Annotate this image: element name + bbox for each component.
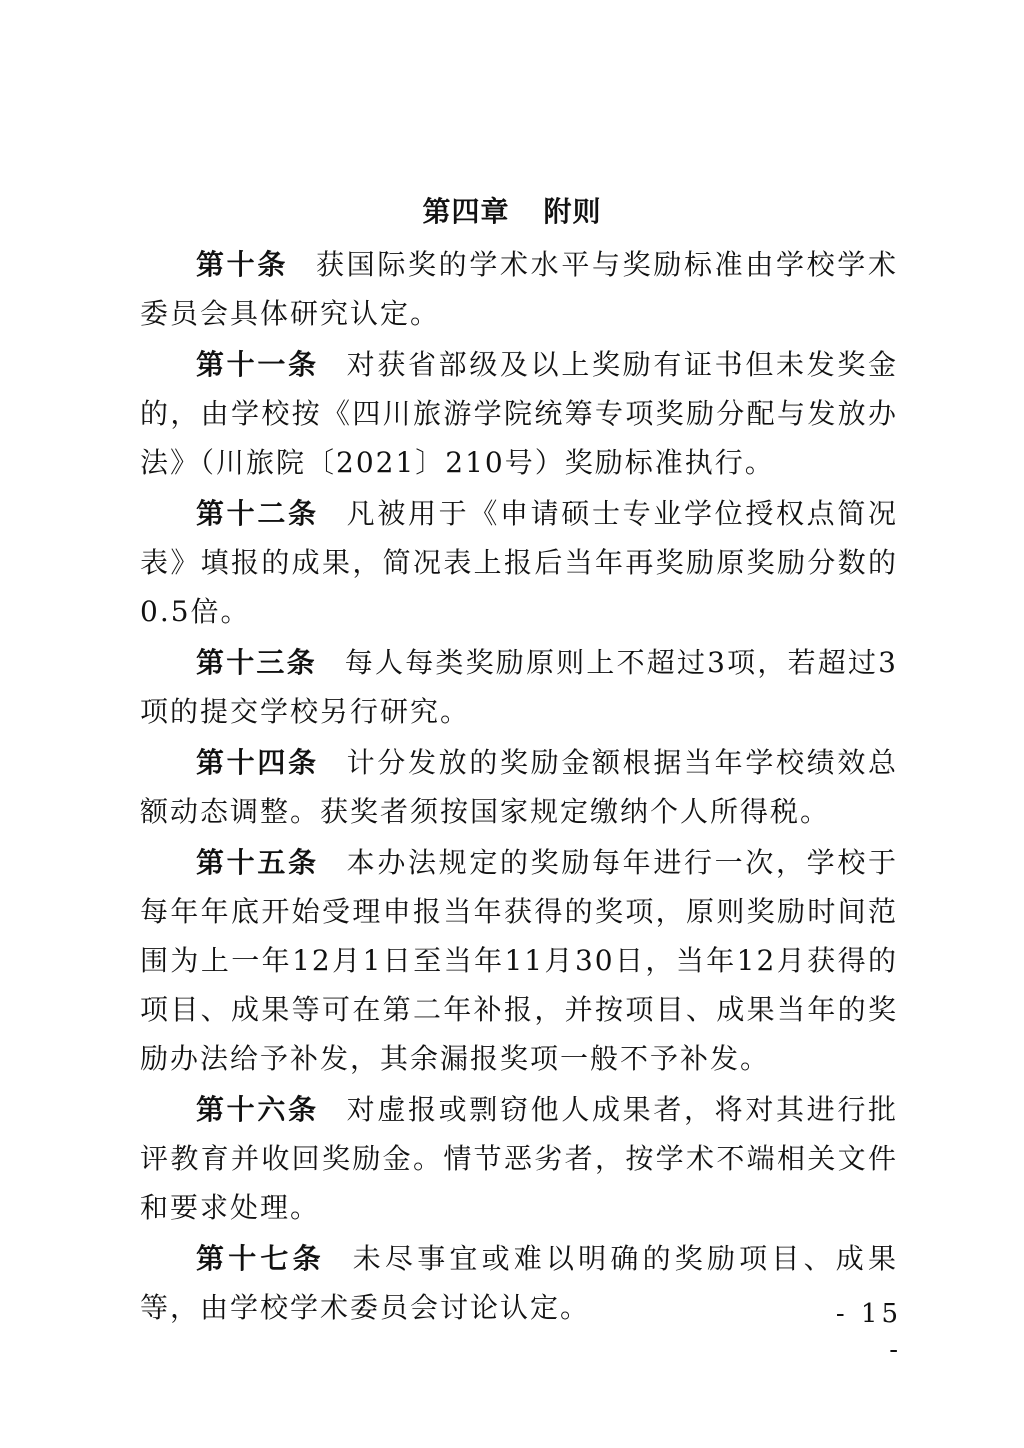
chapter-number: 第四章 [422, 195, 510, 228]
chapter-heading [0, 192, 1024, 232]
article-text: 每人每类奖励原则上不超过3项，若超过3项的提交学校另行研究。 [140, 646, 898, 728]
article-text: 对获省部级及以上奖励有证书但未发奖金的，由学校按《四川旅游学院统筹专项奖励分配与发放办法》（川旅院〔2021〕210号）奖励标准执行。 [140, 348, 898, 479]
article-11 [140, 340, 898, 487]
article-label: 第十六条 [196, 1093, 319, 1126]
page-number: - 15 - [835, 1299, 902, 1365]
article-text: 凡被用于《申请硕士专业学位授权点简况表》填报的成果，简况表上报后当年再奖励原奖励分数的0.5倍。 [140, 497, 898, 628]
article-text: 对虚报或剽窃他人成果者，将对其进行批评教育并收回奖励金。情节恶劣者，按学术不端相关文件和要求处理。 [140, 1093, 898, 1224]
article-label: 第十五条 [196, 846, 319, 879]
article-15 [140, 838, 898, 1083]
article-label: 第十七条 [196, 1242, 325, 1275]
article-13 [140, 638, 898, 736]
chapter-title-text: 附则 [543, 195, 602, 228]
article-17 [140, 1234, 898, 1332]
article-text: 获国际奖的学术水平与奖励标准由学校学术委员会具体研究认定。 [140, 248, 898, 330]
article-label: 第十四条 [196, 746, 319, 779]
article-14 [140, 738, 898, 836]
articles-section [140, 240, 898, 1334]
article-label: 第十三条 [196, 646, 317, 679]
article-label: 第十二条 [196, 497, 319, 530]
article-text: 本办法规定的奖励每年进行一次，学校于每年年底开始受理申报当年获得的奖项，原则奖励时间范围为上一年12月1日至当年11月30日，当年12月获得的项目、成果等可在第二年补报，并按项目、成果当年的奖励办法给予补发，其余漏报奖项一般不予补发。 [140, 846, 898, 1075]
article-text: 计分发放的奖励金额根据当年学校绩效总额动态调整。获奖者须按国家规定缴纳个人所得税。 [140, 746, 898, 828]
article-10 [140, 240, 898, 338]
article-text: 未尽事宜或难以明确的奖励项目、成果等，由学校学术委员会讨论认定。 [140, 1242, 898, 1324]
article-label: 第十条 [196, 248, 288, 281]
article-label: 第十一条 [196, 348, 319, 381]
article-16 [140, 1085, 898, 1232]
article-12 [140, 489, 898, 636]
